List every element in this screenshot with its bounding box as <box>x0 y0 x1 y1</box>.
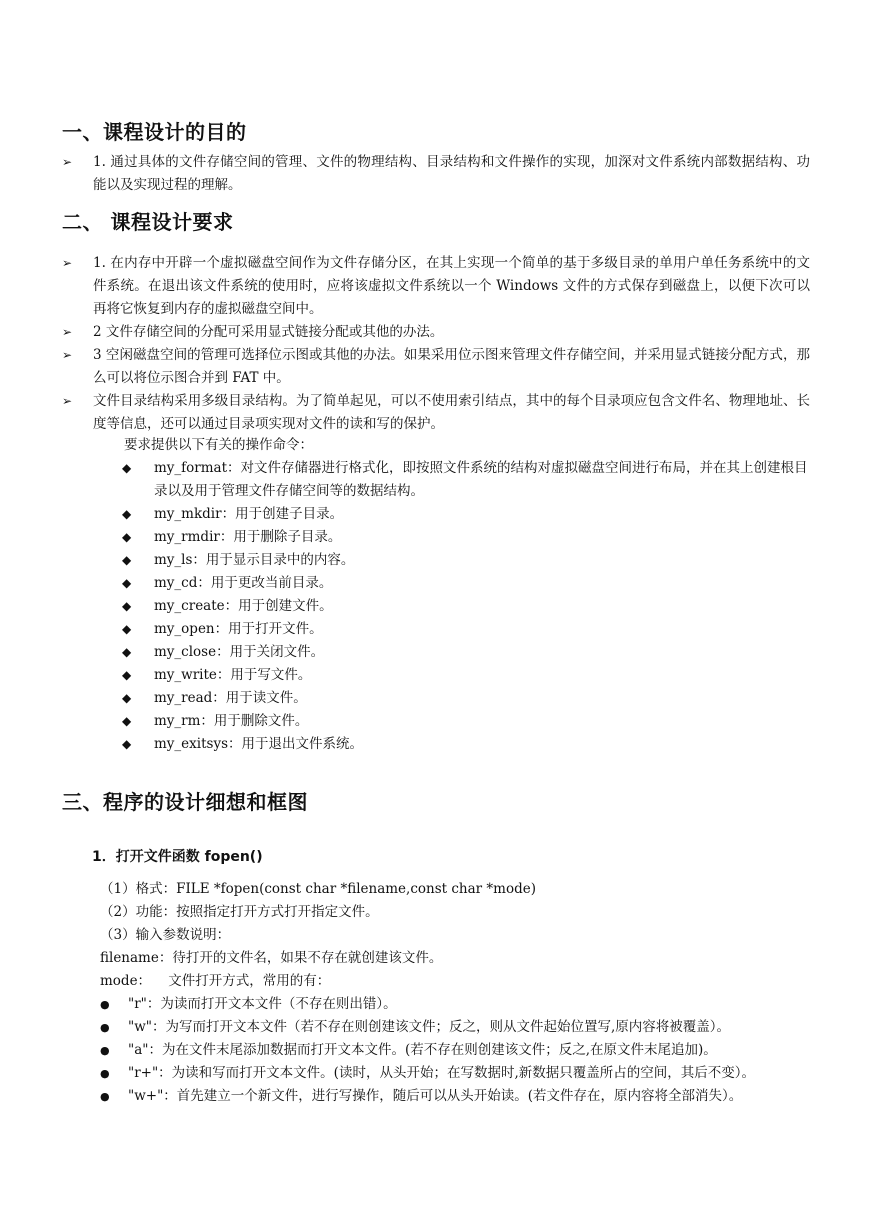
text-line: mode： 文件打开方式，常用的有： <box>100 973 331 989</box>
diamond-bullet-icon: ◆ <box>122 599 132 613</box>
commands-intro: 要求提供以下有关的操作命令： <box>124 437 313 453</box>
mode-text: "w+"：首先建立一个新文件，进行写操作，随后可以从头开始读。(若文件存在，原内容将全部消失）。 <box>128 1088 743 1104</box>
text-line: （3）输入参数说明： <box>100 927 231 943</box>
command-item <box>122 595 810 618</box>
command-text: my_ls：用于显示目录中的内容。 <box>154 552 355 568</box>
command-item <box>122 572 810 595</box>
diamond-bullet-icon: ◆ <box>122 737 132 751</box>
list-item-text: 2 文件存储空间的分配可采用显式链接分配或其他的办法。 <box>93 324 444 340</box>
command-item <box>122 641 810 664</box>
list-item <box>62 252 810 321</box>
list-item <box>62 344 810 390</box>
section-2-heading: 二、 课程设计要求 <box>62 210 234 234</box>
command-item <box>122 710 810 733</box>
text-line: filename：待打开的文件名，如果不存在就创建该文件。 <box>100 950 443 966</box>
command-item <box>122 457 810 503</box>
arrow-bullet-icon: ➢ <box>62 155 73 169</box>
diamond-bullet-icon: ◆ <box>122 507 132 521</box>
subsection-heading: 1．打开文件函数 fopen() <box>92 849 263 865</box>
diamond-bullet-icon: ◆ <box>122 668 132 682</box>
mode-item <box>100 1039 820 1062</box>
list-item-text: 1. 在内存中开辟一个虚拟磁盘空间作为文件存储分区，在其上实现一个简单的基于多级目录的单用户单任务系统中的文件系统。在退出该文件系统的使用时，应将该虚拟文件系统以一个 Windows 文件的方式保存到磁盘上，以便下次可以再将它恢复到内存的虚拟磁盘空间中。 <box>93 255 810 317</box>
mode-text: "w"：为写而打开文本文件（若不存在则创建该文件；反之，则从文件起始位置写,原内容将被覆盖）。 <box>128 1019 731 1035</box>
dot-bullet-icon: ● <box>100 1044 110 1057</box>
command-text: my_format：对文件存储器进行格式化，即按照文件系统的结构对虚拟磁盘空间进行布局，并在其上创建根目录以及用于管理文件存储空间等的数据结构。 <box>154 460 808 499</box>
list-item <box>62 321 810 344</box>
diamond-bullet-icon: ◆ <box>122 576 132 590</box>
diamond-bullet-icon: ◆ <box>122 622 132 636</box>
list-item-text: 3 空闲磁盘空间的管理可选择位示图或其他的办法。如果采用位示图来管理文件存储空间，并采用显式链接分配方式，那么可以将位示图合并到 FAT 中。 <box>93 347 810 386</box>
command-text: my_write：用于写文件。 <box>154 667 312 683</box>
diamond-bullet-icon: ◆ <box>122 530 132 544</box>
list-item <box>62 151 810 197</box>
command-item <box>122 503 810 526</box>
diamond-bullet-icon: ◆ <box>122 461 132 475</box>
arrow-bullet-icon: ➢ <box>62 325 73 339</box>
dot-bullet-icon: ● <box>100 998 110 1011</box>
command-item <box>122 664 810 687</box>
diamond-bullet-icon: ◆ <box>122 714 132 728</box>
command-text: my_rmdir：用于删除子目录。 <box>154 529 342 545</box>
arrow-bullet-icon: ➢ <box>62 394 73 408</box>
section-3-heading: 三、程序的设计细想和框图 <box>62 790 308 814</box>
dot-bullet-icon: ● <box>100 1067 110 1080</box>
command-text: my_close：用于关闭文件。 <box>154 644 325 660</box>
command-item <box>122 733 810 756</box>
command-text: my_read：用于读文件。 <box>154 690 307 706</box>
text-line: （2）功能：按照指定打开方式打开指定文件。 <box>100 904 379 920</box>
command-text: my_open：用于打开文件。 <box>154 621 323 637</box>
command-text: my_cd：用于更改当前目录。 <box>154 575 333 591</box>
command-item <box>122 618 810 641</box>
mode-item <box>100 993 820 1016</box>
command-text: my_rm：用于删除文件。 <box>154 713 309 729</box>
list-item-text: 1. 通过具体的文件存储空间的管理、文件的物理结构、目录结构和文件操作的实现，加深对文件系统内部数据结构、功能以及实现过程的理解。 <box>93 154 810 193</box>
command-item <box>122 526 810 549</box>
mode-item <box>100 1085 820 1108</box>
arrow-bullet-icon: ➢ <box>62 256 73 270</box>
list-item-text: 文件目录结构采用多级目录结构。为了简单起见，可以不使用索引结点，其中的每个目录项应包含文件名、物理地址、长度等信息，还可以通过目录项实现对文件的读和写的保护。 <box>93 393 810 432</box>
diamond-bullet-icon: ◆ <box>122 645 132 659</box>
mode-item <box>100 1016 820 1039</box>
arrow-bullet-icon: ➢ <box>62 348 73 362</box>
mode-text: "a"：为在文件末尾添加数据而打开文本文件。(若不存在则创建该文件；反之,在原文件末尾追加)。 <box>128 1042 717 1058</box>
diamond-bullet-icon: ◆ <box>122 553 132 567</box>
command-item <box>122 549 810 572</box>
list-item <box>62 390 810 436</box>
diamond-bullet-icon: ◆ <box>122 691 132 705</box>
mode-text: "r+"：为读和写而打开文本文件。(读时，从头开始；在写数据时,新数据只覆盖所占的空间，其后不变）。 <box>128 1065 755 1081</box>
command-text: my_create：用于创建文件。 <box>154 598 333 614</box>
command-text: my_mkdir：用于创建子目录。 <box>154 506 344 522</box>
text-line: （1）格式：FILE *fopen(const char *filename,const char *mode) <box>100 881 536 897</box>
dot-bullet-icon: ● <box>100 1021 110 1034</box>
command-item <box>122 687 810 710</box>
command-text: my_exitsys：用于退出文件系统。 <box>154 736 364 752</box>
dot-bullet-icon: ● <box>100 1090 110 1103</box>
mode-item <box>100 1062 820 1085</box>
section-1-heading: 一、课程设计的目的 <box>62 120 247 144</box>
mode-text: "r"：为读而打开文本文件（不存在则出错）。 <box>128 996 397 1012</box>
